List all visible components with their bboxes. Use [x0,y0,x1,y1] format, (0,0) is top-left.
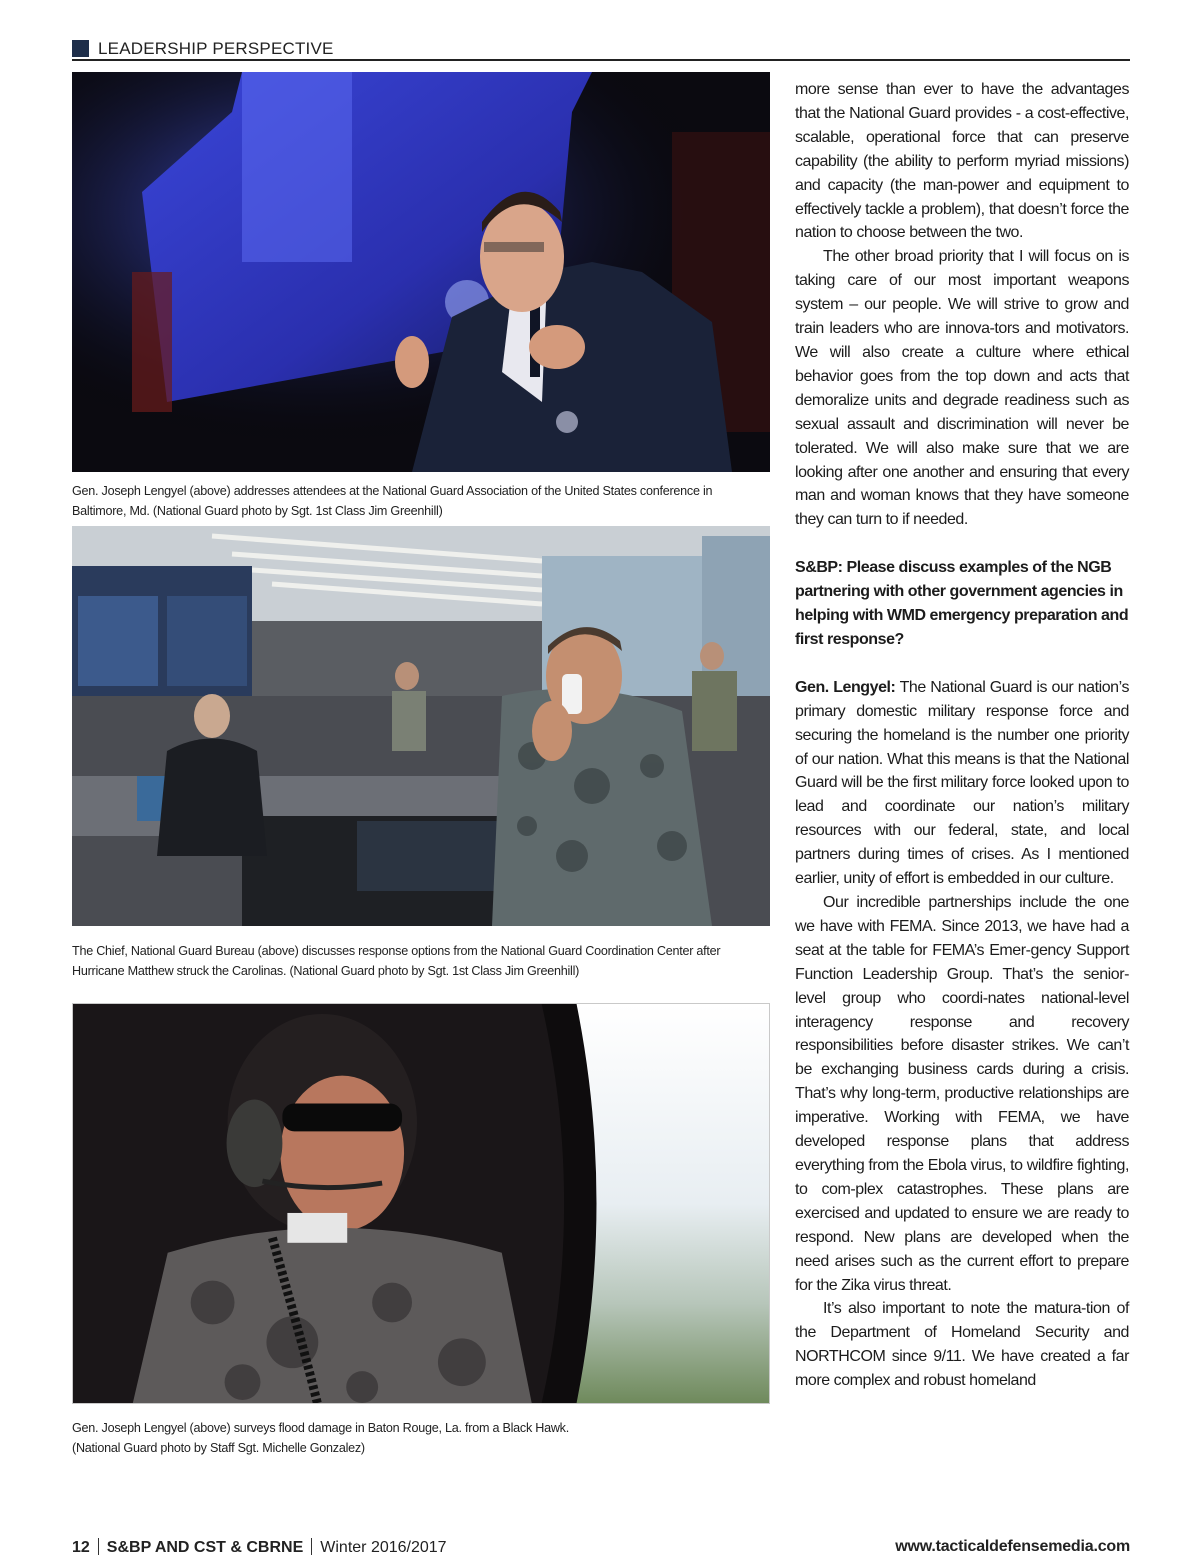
article-paragraph: more sense than ever to have the advantages that the National Guard provides - a cost-effective, scalable, operational force that can preserve capability (the ability to perform myriad missions) and capacity (the man-power and equipment to effectively tackle a problem), that doesn’t force the nation to choose between the two. [795,81,1129,242]
answer-text: The National Guard is our nation’s primary domestic military response force and securing the homeland is the number one priority of our nation. What this means is that the National Guard will be the first military force looked upon to lead and coordinate our nation’s military resources with our federal, state, and local partners during times of crises. As I mentioned earlier, unity of effort is embedded in our culture. [795,678,1129,888]
footer-publication-info [72,1538,447,1557]
coordination-center-photo-caption: The Chief, National Guard Bureau (above) discusses response options from the National Guard Coordination Center after Hurricane Matthew struck the Carolinas. (National Guard photo by Sgt. 1st Class Jim Greenhill) [72,944,721,978]
answer-speaker: Gen. Lengyel: [795,678,896,696]
speaker-photo-caption: Gen. Joseph Lengyel (above) addresses attendees at the National Guard Association of the United States conference in Baltimore, Md. (National Guard photo by Sgt. 1st Class Jim Greenhill) [72,484,713,518]
article-paragraph: The other broad priority that I will focus on is taking care of our most important weapons system – our people. We will strive to grow and train leaders who are innova-tors and motivators. We will also create a culture where ethical behavior goes from the top down and acts that demoralize units and degrade readiness such as sexual assault and discrimination will never be tolerated. We will also make sure that we are looking after one another and ensuring that every man and woman knows that they have someone they can turn to if needed. [795,248,1129,529]
interview-question: S&BP: Please discuss examples of the NGB partnering with other government agencies in helping with WMD emergency preparation and first response? [795,559,1129,648]
footer-divider [311,1538,312,1555]
header-square-icon [72,40,89,57]
publication-name: S&BP AND CST & CBRNE [106,1539,304,1556]
helicopter-photo [72,1003,770,1404]
page-footer [72,1538,1130,1560]
interview-answer [795,676,1129,891]
page-number: 12 [72,1539,90,1556]
article-paragraph: It’s also important to note the matura-tion of the Department of Homeland Security and NORTHCOM since 9/11. We have created a far more complex and robust homeland [795,1300,1129,1390]
speaker-photo [72,72,770,472]
footer-divider [98,1538,99,1555]
section-label: LEADERSHIP PERSPECTIVE [98,39,334,58]
website-link[interactable]: www.tacticaldefensemedia.com [895,1538,1130,1555]
coordination-center-photo [72,526,770,926]
helicopter-photo-caption: Gen. Joseph Lengyel (above) surveys flood damage in Baton Rouge, La. from a Black Hawk. (National Guard photo by Staff Sgt. Michelle Gonzalez) [72,1421,569,1455]
article-paragraph: Our incredible partnerships include the one we have with FEMA. Since 2013, we have had a seat at the table for FEMA’s Emer-gency Support Function Leadership Group. That’s the senior-level group who coordi-nates national-level interagency response and recovery responsibilities before disaster strikes. We can’t be exchanging business cards during a crisis. That’s why long-term, productive relationships are imperative. Working with FEMA, we have developed response plans that address everything from the Ebola virus, to wildfire fighting, to com-plex catastrophes. These plans are exercised and updated to ensure we are ready to respond. New plans are developed when the need arises such as the current effort to prepare for the Zika virus threat. [795,894,1129,1294]
article-column [795,78,1129,1393]
header-rule [72,59,1130,61]
issue-date: Winter 2016/2017 [320,1539,447,1556]
section-header [72,38,1130,60]
